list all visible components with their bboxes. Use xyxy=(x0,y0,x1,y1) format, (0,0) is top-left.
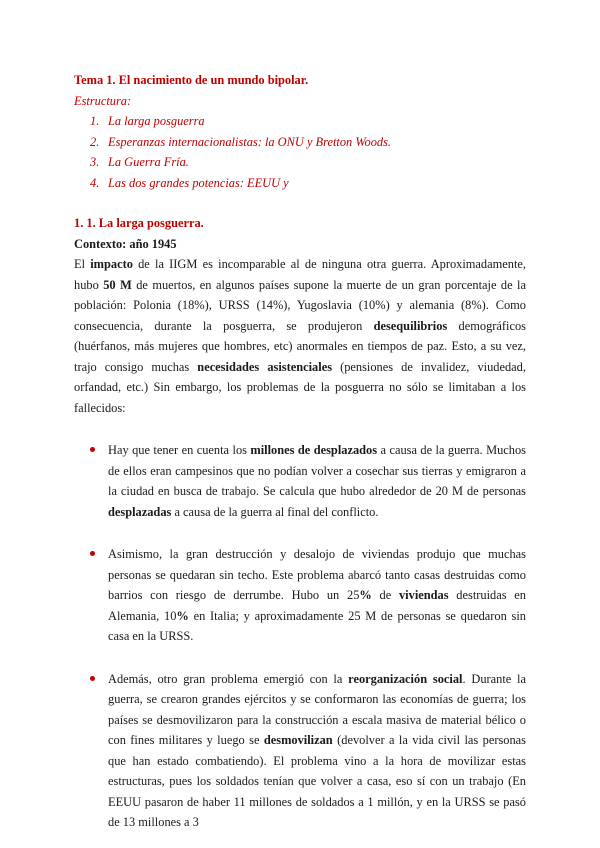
text-run: de xyxy=(371,588,399,602)
bullet-item-displaced xyxy=(74,440,526,522)
structure-item-text: La Guerra Fría. xyxy=(108,155,189,169)
structure-item-text: Las dos grandes potencias: EEUU y xyxy=(108,175,289,190)
bold-term: viviendas xyxy=(398,588,449,602)
text-run: Hay que tener en cuenta los xyxy=(108,443,251,457)
bullet-dot-icon xyxy=(90,551,95,556)
bullet-dot-icon xyxy=(90,676,95,681)
intro-paragraph xyxy=(74,254,526,418)
context-heading: Contexto: año 1945 xyxy=(74,236,177,251)
text-run: en Italia; y aproximadamente 25 M de personas se quedaron sin casa en la URSS. xyxy=(108,608,526,643)
bullet-item-housing xyxy=(74,544,526,647)
structure-item-number: 1. xyxy=(90,114,100,128)
bold-term: necesidades asistenciales xyxy=(197,359,333,374)
document-title: Tema 1. El nacimiento de un mundo bipolar. xyxy=(74,73,309,87)
text-run: de muertos, en algunos países supone la muerte de un gran porcentaje de la población: Polonia (18%), URSS (14%), Yugoslavia (10%) y alemania (8%). Como consecuencia, durante la posguerra, se produjeron xyxy=(74,277,526,333)
bold-term: desmovilizan xyxy=(263,733,333,747)
text-run: . Durante la guerra, se crearon grandes ejércitos y se conformaron las economías de guerra; los países se desmovilizaron para la construcción a escala masiva de material bélico o con fines militares y luego se xyxy=(108,671,526,747)
bold-term: impacto xyxy=(90,257,133,271)
bold-term: % xyxy=(176,608,189,623)
bold-term: desplazadas xyxy=(108,504,172,519)
structure-item xyxy=(74,111,526,132)
document-body xyxy=(74,70,526,833)
structure-item xyxy=(74,152,526,173)
structure-item xyxy=(74,173,526,194)
structure-label: Estructura: xyxy=(74,93,132,108)
bold-term: % xyxy=(359,588,372,602)
text-run: El xyxy=(74,257,91,271)
text-run: (devolver a la vida civil las personas que han estado combatiendo). El problema vino a la hora de movilizar estas estructuras, pues los soldados tenían que volver a casa, eso sí con un trabajo (En EEUU pasaron de haber 11 millones de soldados a 1 millón, y en la URSS se pasó de 13 millones a 3 xyxy=(108,733,526,829)
text-run: Además, otro gran problema emergió con la xyxy=(108,671,349,686)
text-run: demográficos (huérfanos, más mujeres que hombres, etc) anormales en tiempos de paz. Esto, a su vez, trajo consigo muchas xyxy=(74,318,526,374)
bold-term: reorganización social xyxy=(348,671,463,686)
bullet-item-social-reorganization xyxy=(74,669,526,833)
structure-item xyxy=(74,132,526,153)
bold-term: desequilibrios xyxy=(373,318,448,333)
text-run: a causa de la guerra. Muchos de ellos eran campesinos que no podían volver a cosechar sus tierras y emigraron a la ciudad en busca de trabajo. Se calcula que hubo alrededor de 20 M de personas xyxy=(108,443,527,498)
text-run: de la IIGM es incomparable al de ninguna otra guerra. Aproximadamente, hubo xyxy=(74,257,526,292)
structure-item-number: 3. xyxy=(90,155,100,169)
text-run: a causa de la guerra al final del conflicto. xyxy=(171,504,379,519)
section-title: 1. 1. La larga posguerra. xyxy=(74,216,204,230)
structure-list xyxy=(74,111,526,193)
text-run: (pensiones de invalidez, viudedad, orfandad, etc.) Sin embargo, los problemas de la posguerra no sólo se limitaban a los fallecidos: xyxy=(74,359,526,415)
structure-item-text: Esperanzas internacionalistas: la ONU y Bretton Woods. xyxy=(108,134,392,149)
structure-item-number: 4. xyxy=(90,175,100,190)
text-run: destruidas en Alemania, 10 xyxy=(108,588,526,623)
bullet-dot-icon xyxy=(90,447,95,452)
structure-item-text: La larga posguerra xyxy=(108,114,205,128)
text-run: Asimismo, la gran destrucción y desalojo de viviendas produjo que muchas personas se quedaran sin techo. Este problema abarcó tanto casas destruidas como barrios con riesgo de derrumbe. Hubo un 25 xyxy=(108,547,526,602)
bold-term: millones de desplazados xyxy=(250,443,378,457)
bold-term: 50 M xyxy=(103,277,132,292)
structure-item-number: 2. xyxy=(90,134,100,149)
bullet-list xyxy=(74,440,526,833)
